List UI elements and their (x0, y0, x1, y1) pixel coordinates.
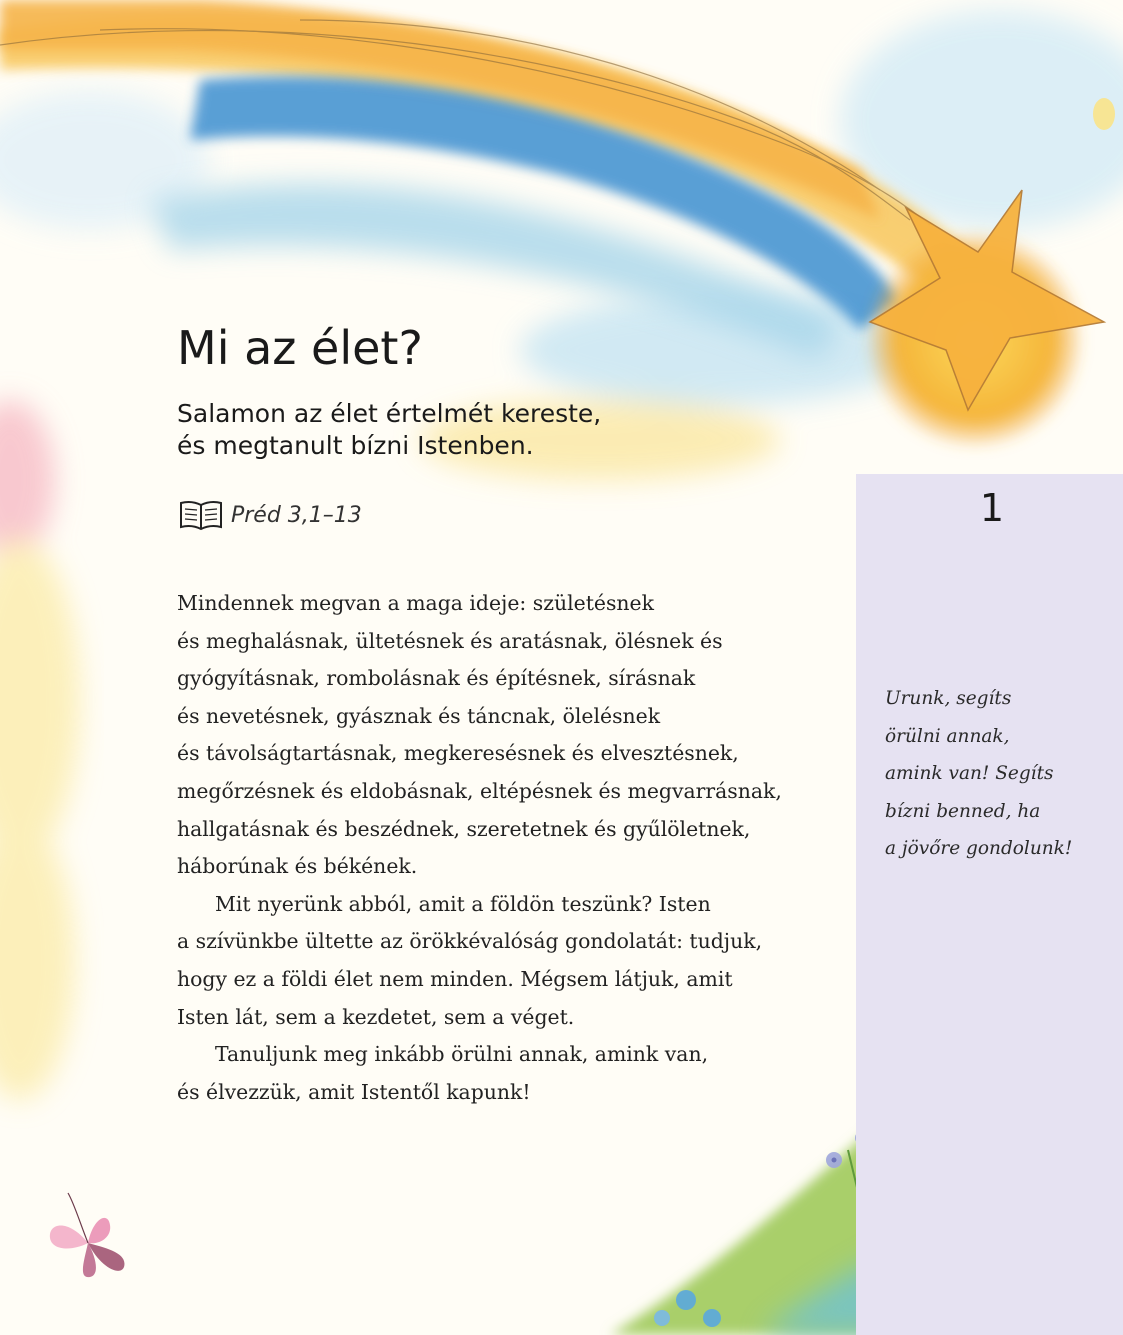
butterfly (50, 1193, 125, 1277)
reference-text: Préd 3,1–13 (231, 502, 362, 528)
body-line: Mit nyerünk abból, amit a földön teszünk? Isten (215, 891, 711, 916)
body-line: háborúnak és békének. (177, 854, 418, 879)
page-title: Mi az élet? (177, 321, 423, 375)
body-line: Mindennek megvan a maga ideje: születésnek (177, 591, 654, 615)
flower (703, 1309, 721, 1327)
body-line: megőrzésnek és eldobásnak, eltépésnek és megvarrásnak, (177, 778, 782, 803)
body-line: hallgatásnak és beszédnek, szeretetnek és gyűlöletnek, (177, 816, 751, 841)
body-line: gyógyításnak, rombolásnak és építésnek, sírásnak (177, 666, 696, 691)
prayer-line: örülni annak, (885, 725, 1010, 747)
body-line: a szívünkbe ültette az örökkévalóság gondolatát: tudjuk, (177, 929, 763, 954)
prayer-line: Urunk, segíts (885, 688, 1012, 709)
open-book-icon (179, 499, 223, 531)
flower (654, 1310, 670, 1326)
sidebar-panel (856, 474, 1123, 1335)
subtitle-line: és megtanult bízni Istenben. (177, 431, 534, 460)
body-line: és meghalásnak, ültetésnek és aratásnak, ölésnek és (177, 628, 723, 653)
page-number: 1 (979, 486, 1005, 530)
body-text (177, 585, 837, 1111)
prayer-line: bízni benned, ha (885, 800, 1041, 822)
flower (676, 1290, 696, 1310)
prayer-line: a jövőre gondolunk! (885, 838, 1073, 860)
body-line: Isten lát, sem a kezdetet, sem a véget. (177, 1004, 575, 1029)
subtitle-line: Salamon az élet értelmét kereste, (177, 399, 602, 428)
body-line: és élvezzük, amit Istentől kapunk! (177, 1079, 531, 1104)
body-line: hogy ez a földi élet nem minden. Mégsem látjuk, amit (177, 966, 733, 991)
prayer-text (885, 680, 1115, 868)
body-line: és nevetésnek, gyásznak és táncnak, ölelésnek (177, 703, 661, 728)
left-edge-wash (0, 400, 80, 1100)
body-line: Tanuljunk meg inkább örülni annak, amink van, (215, 1042, 709, 1067)
body-line: és távolságtartásnak, megkeresésnek és elvesztésnek, (177, 741, 739, 766)
page-subtitle (177, 398, 737, 462)
bible-reference (179, 497, 362, 533)
flower (826, 1152, 842, 1168)
prayer-line: amink van! Segíts (885, 763, 1054, 785)
